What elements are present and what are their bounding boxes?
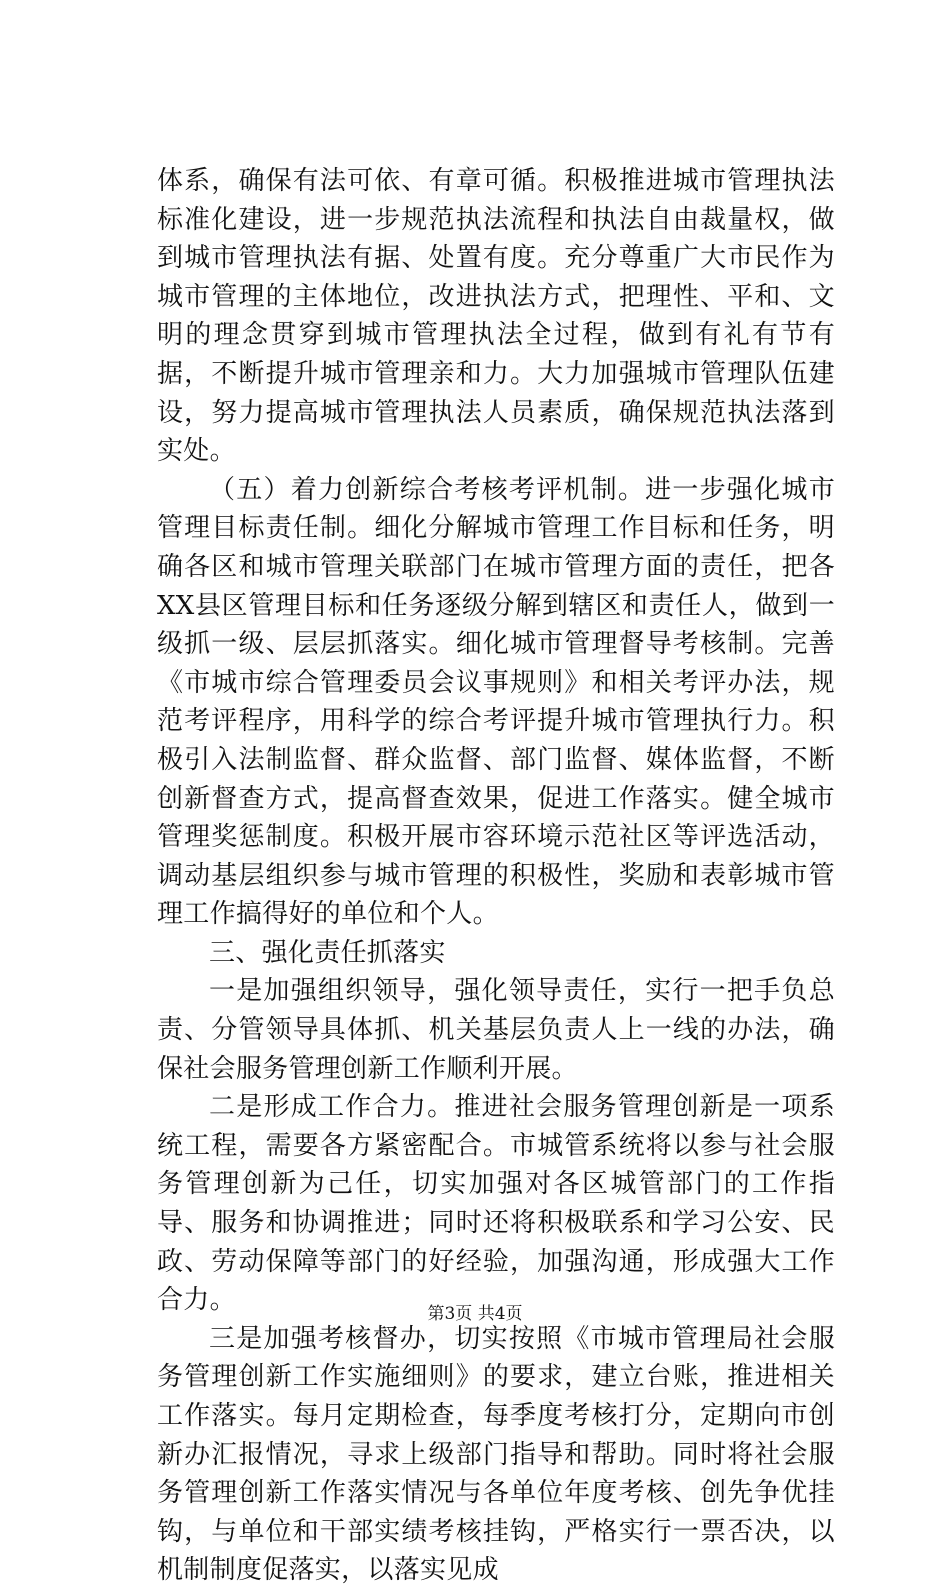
paragraph-point-three: 三是加强考核督办，切实按照《市城市管理局社会服务管理创新工作实施细则》的要求，建立台账，推进相关工作落实。每月定期检查，每季度考核打分，定期向市创新办汇报情况，寻求上级部门指导和帮助。同时将社会服务管理创新工作落实情况与各单位年度考核、创先争优挂钩，与单位和干部实绩考核挂钩，严格实行一票否决，以机制制度促落实，以落实见成: [157, 1323, 835, 1586]
section-heading: 三、强化责任抓落实: [209, 937, 446, 968]
paragraph-continuation: 体系，确保有法可依、有章可循。积极推进城市管理执法标准化建设，进一步规范执法流程和执法自由裁量权，做到城市管理执法有据、处置有度。充分尊重广大市民作为城市管理的主体地位，改进执法方式，把理性、平和、文明的理念贯穿到城市管理执法全过程，做到有礼有节有据，不断提升城市管理亲和力。大力加强城市管理队伍建设，努力提高城市管理执法人员素质，确保规范执法落到实处。: [157, 166, 835, 467]
paragraph-point-one: 一是加强组织领导，强化领导责任，实行一把手负总责、分管领导具体抓、机关基层负责人上一线的办法，确保社会服务管理创新工作顺利开展。: [157, 976, 835, 1084]
paragraph-section-five: （五）着力创新综合考核考评机制。进一步强化城市管理目标责任制。细化分解城市管理工作目标和任务，明确各区和城市管理关联部门在城市管理方面的责任，把各XX县区管理目标和任务逐级分解到辖区和责任人，做到一级抓一级、层层抓落实。细化城市管理督导考核制。完善《市城市综合管理委员会议事规则》和相关考评办法，规范考评程序，用科学的综合考评提升城市管理执行力。积极引入法制监督、群众监督、部门监督、媒体监督，不断创新督查方式，提高督查效果，促进工作落实。健全城市管理奖惩制度。积极开展市容环境示范社区等评选活动，调动基层组织参与城市管理的积极性，奖励和表彰城市管理工作搞得好的单位和个人。: [157, 474, 835, 930]
document-body: [157, 162, 835, 1590]
paragraph-point-two: 二是形成工作合力。推进社会服务管理创新是一项系统工程，需要各方紧密配合。市城管系统将以参与社会服务管理创新为己任，切实加强对各区城管部门的工作指导、服务和协调推进；同时还将积极联系和学习公安、民政、劳动保障等部门的好经验，加强沟通，形成强大工作合力。: [157, 1092, 835, 1316]
page-number-footer: 第3页 共4页: [427, 1304, 523, 1324]
